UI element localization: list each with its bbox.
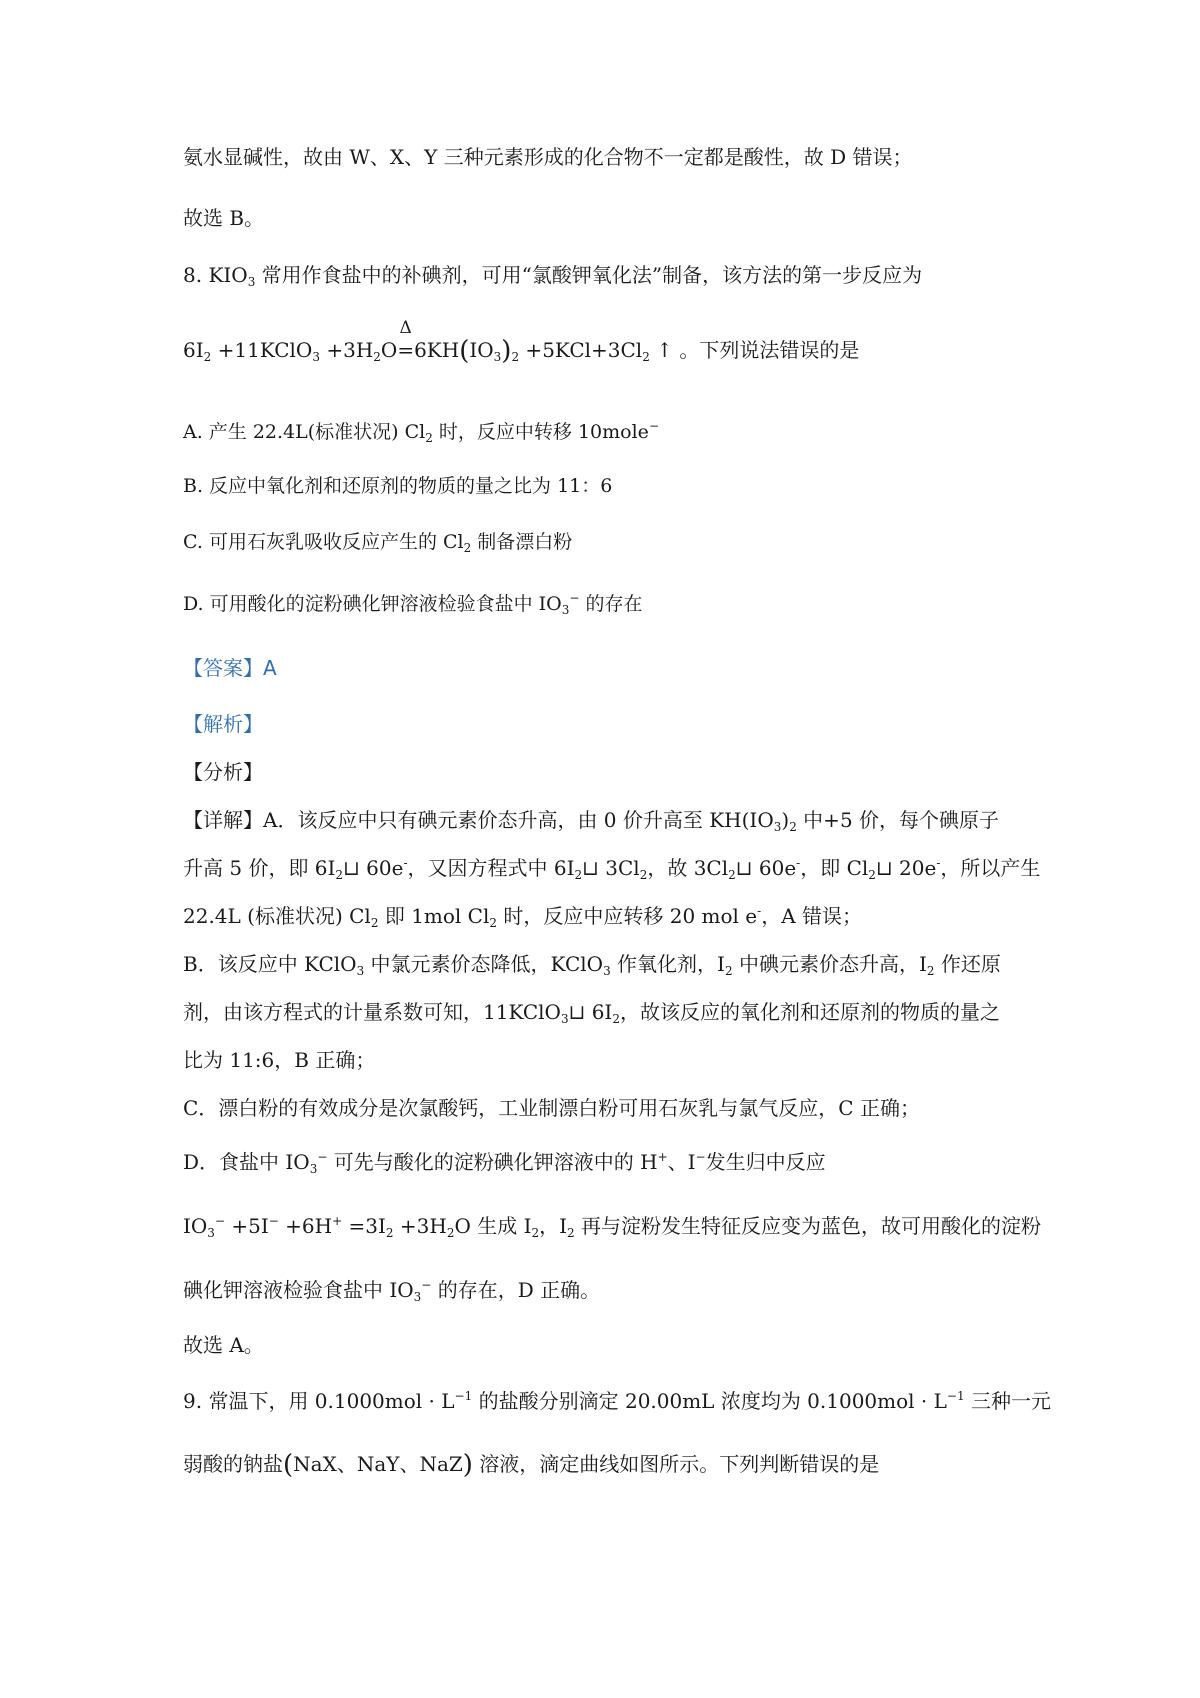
answer-line: 【答案】A bbox=[183, 656, 277, 680]
detail-d-line-3: 碘化钾溶液检验食盐中 $IO_3^-$ 的存在，D 正确。 bbox=[183, 1278, 601, 1304]
detail-b-line-3: 比为 11:6，B 正确； bbox=[183, 1048, 376, 1072]
option-b: B. 反应中氧化剂和还原剂的物质的量之比为 11：6 bbox=[183, 475, 613, 497]
question-9-line-1: 9. 常温下，用 $0.1000mol \cdot L^{-1}$ 的盐酸分别滴定 20.00mL 浓度均为 $0.1000mol \cdot L^{-1}$ 三种一元 bbox=[183, 1389, 1051, 1413]
analysis-heading: 【解析】 bbox=[183, 712, 263, 736]
option-c: C. 可用石灰乳吸收反应产生的 $Cl_2$ 制备漂白粉 bbox=[183, 531, 573, 555]
detail-line-2: 升高 5 价，即 $6I_2⊔$ 60e-，又因方程式中 $6I_2⊔$ $3Cl_2$，故 $3Cl_2⊔$ 60e-，即 $Cl_2⊔$ 20e-，所以产生 bbox=[183, 856, 1041, 882]
detail-c-line: C．漂白粉的有效成分是次氯酸钙，工业制漂白粉可用石灰乳与氯气反应，C 正确； bbox=[183, 1096, 920, 1120]
option-a: A. 产生 22.4L(标准状况) $Cl_2$ 时，反应中转移 10mole− bbox=[183, 419, 659, 445]
conclusion-line: 故选 A。 bbox=[183, 1333, 264, 1357]
subanalysis-heading: 【分析】 bbox=[183, 760, 263, 784]
question-8-equation: $6I_2$ +11KClO$_3$ $+3H_2O$ Δ $=6KH(IO_3)_2 +5KCl+3Cl_2$ ↑ 。下列说法错误的是 bbox=[183, 318, 860, 366]
option-d: D. 可用酸化的淀粉碘化钾溶液检验食盐中 $IO_3^-$ 的存在 bbox=[183, 591, 643, 617]
detail-d-line-2: $IO_3^- +5I^- +6H^+ =3I_2 +3H_2O$ 生成 $I_2$，$I_2$ 再与淀粉发生特征反应变为蓝色，故可用酸化的淀粉 bbox=[183, 1214, 1042, 1240]
text-line-2: 故选 B。 bbox=[183, 206, 265, 230]
detail-b-line-1: B．该反应中 KClO$_3$ 中氯元素价态降低，KClO$_3$ 作氧化剂，$I_2$ 中碘元素价态升高，$I_2$ 作还原 bbox=[183, 952, 1001, 978]
detail-b-line-2: 剂，由该方程式的计量系数可知，11KClO$_3$⊔ $6I_2$，故该反应的氧化剂和还原剂的物质的量之 bbox=[183, 1000, 1000, 1026]
question-8-stem: 8. $KIO_3$ 常用作食盐中的补碘剂，可用“氯酸钾氧化法”制备，该方法的第一步反应为 bbox=[183, 263, 923, 289]
text-line-1: 氨水显碱性，故由 W、X、Y 三种元素形成的化合物不一定都是酸性，故 D 错误； bbox=[183, 145, 913, 169]
detail-line-1: 【详解】A．该反应中只有碘元素价态升高，由 0 价升高至 $KH(IO_3)_2$ 中+5 价，每个碘原子 bbox=[183, 808, 1000, 834]
detail-d-line-1: D．食盐中 $IO_3^-$ 可先与酸化的淀粉碘化钾溶液中的 H+、I−发生归中反应 bbox=[183, 1150, 826, 1176]
question-9-line-2: 弱酸的钠盐(NaX、NaY、NaZ) 溶液，滴定曲线如图所示。下列判断错误的是 bbox=[183, 1450, 880, 1480]
detail-line-3: 22.4L (标准状况) $Cl_2$ 即 1mol $Cl_2$ 时，反应中应转移 20 mol e-，A 错误； bbox=[183, 904, 863, 930]
